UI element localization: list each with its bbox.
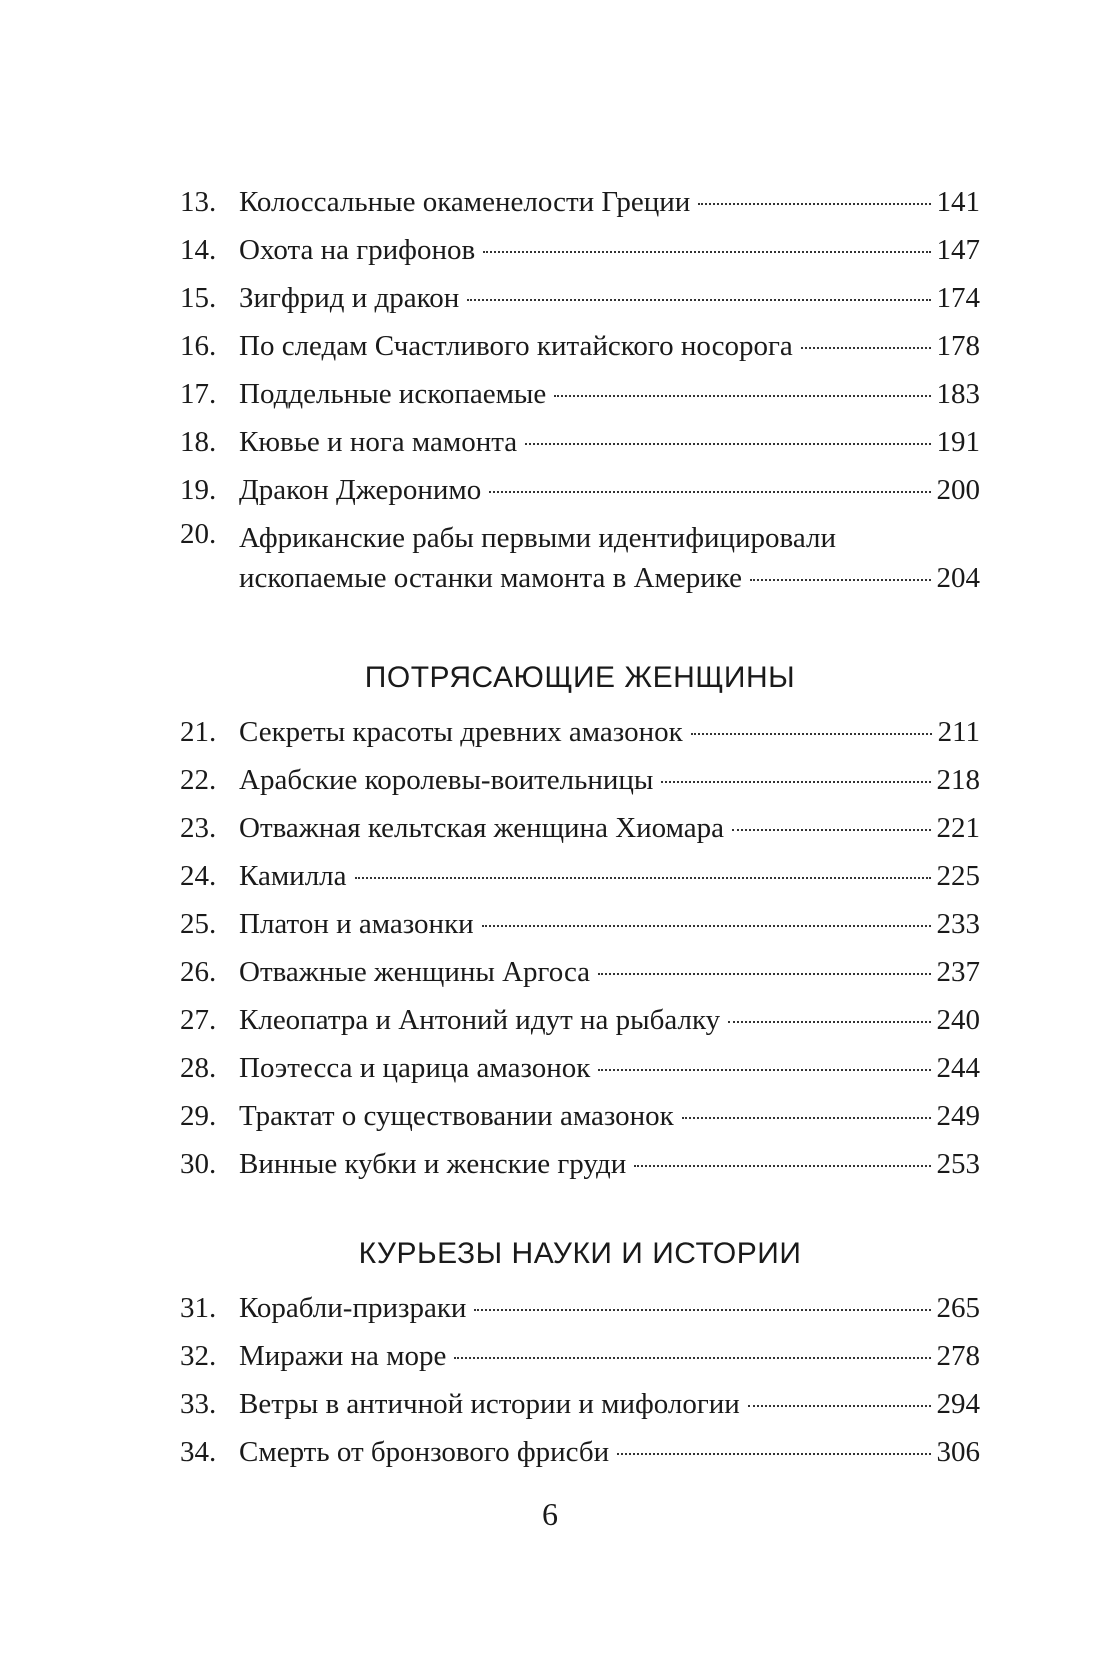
entry-number: 22. xyxy=(180,764,217,796)
section-title-women: ПОТРЯСАЮЩИЕ ЖЕНЩИНЫ xyxy=(364,661,796,694)
entry-number: 18. xyxy=(180,426,217,458)
entry-title: Камилла xyxy=(239,860,347,892)
toc-group-women xyxy=(180,708,980,1188)
table-of-contents xyxy=(180,178,980,1476)
dot-leader xyxy=(554,395,930,397)
dot-leader xyxy=(691,733,932,735)
dot-leader xyxy=(598,1069,930,1071)
entry-page-number: 218 xyxy=(936,764,980,796)
section-title-curiosities: КУРЬЕЗЫ НАУКИ И ИСТОРИИ xyxy=(358,1237,802,1270)
entry-number: 21. xyxy=(180,716,217,748)
dot-leader xyxy=(801,347,931,349)
toc-entry xyxy=(180,900,980,948)
entry-number: 19. xyxy=(180,474,217,506)
entry-title: Арабские королевы-воительницы xyxy=(239,764,654,796)
toc-entry xyxy=(180,996,980,1044)
entry-page-number: 278 xyxy=(936,1340,980,1372)
toc-entry xyxy=(180,418,980,466)
entry-page-number: 221 xyxy=(936,812,980,844)
entry-title: Охота на грифонов xyxy=(239,234,476,266)
entry-title: Кювье и нога мамонта xyxy=(239,426,518,458)
dot-leader xyxy=(698,203,930,205)
toc-entry xyxy=(180,1092,980,1140)
entry-page-number: 147 xyxy=(936,234,980,266)
toc-entry xyxy=(180,1380,980,1428)
entry-number: 14. xyxy=(180,234,217,266)
dot-leader xyxy=(634,1165,930,1167)
dot-leader xyxy=(682,1117,931,1119)
entry-title: Зигфрид и дракон xyxy=(239,282,460,314)
entry-page-number: 200 xyxy=(936,474,980,506)
dot-leader xyxy=(617,1453,930,1455)
dot-leader xyxy=(525,443,930,445)
page-number: 6 xyxy=(542,1496,558,1532)
dot-leader xyxy=(750,579,930,581)
dot-leader xyxy=(467,299,930,301)
toc-entry xyxy=(180,466,980,514)
entry-title: Колоссальные окаменелости Греции xyxy=(239,186,691,218)
toc-entry xyxy=(180,948,980,996)
dot-leader xyxy=(483,251,930,253)
toc-group-curiosities xyxy=(180,1284,980,1476)
entry-page-number: 233 xyxy=(936,908,980,940)
toc-entry xyxy=(180,226,980,274)
entry-page-number: 178 xyxy=(936,330,980,362)
entry-page-number: 237 xyxy=(936,956,980,988)
toc-entry xyxy=(180,1284,980,1332)
entry-number: 31. xyxy=(180,1292,217,1324)
entry-title: Секреты красоты древних амазонок xyxy=(239,716,683,748)
dot-leader xyxy=(732,829,931,831)
dot-leader xyxy=(489,491,930,493)
entry-number: 28. xyxy=(180,1052,217,1084)
dot-leader xyxy=(474,1309,930,1311)
entry-page-number: 253 xyxy=(936,1148,980,1180)
entry-title: Платон и амазонки xyxy=(239,908,474,940)
entry-title: Винные кубки и женские груди xyxy=(239,1148,627,1180)
toc-entry xyxy=(180,708,980,756)
entry-number: 30. xyxy=(180,1148,217,1180)
entry-number: 34. xyxy=(180,1436,217,1468)
entry-number: 13. xyxy=(180,186,217,218)
entry-number: 33. xyxy=(180,1388,217,1420)
entry-page-number: 306 xyxy=(936,1436,980,1468)
entry-number: 29. xyxy=(180,1100,217,1132)
entry-page-number: 174 xyxy=(936,282,980,314)
toc-entry xyxy=(180,1140,980,1188)
toc-entry xyxy=(180,274,980,322)
toc-entry xyxy=(180,178,980,226)
entry-number: 16. xyxy=(180,330,217,362)
entry-title: Ветры в античной истории и мифологии xyxy=(239,1388,740,1420)
toc-entry xyxy=(180,370,980,418)
entry-title: По следам Счастливого китайского носорога xyxy=(239,330,793,362)
toc-entry xyxy=(180,804,980,852)
entry-page-number: 249 xyxy=(936,1100,980,1132)
toc-entry xyxy=(180,322,980,370)
dot-leader xyxy=(748,1405,931,1407)
toc-group-myths xyxy=(180,178,980,514)
dot-leader xyxy=(598,973,930,975)
dot-leader xyxy=(728,1021,930,1023)
entry-title: Миражи на море xyxy=(239,1340,447,1372)
entry-number: 17. xyxy=(180,378,217,410)
entry-page-number: 294 xyxy=(936,1388,980,1420)
toc-entry xyxy=(180,852,980,900)
entry-number: 15. xyxy=(180,282,217,314)
entry-number: 20. xyxy=(180,518,217,550)
entry-number: 32. xyxy=(180,1340,217,1372)
entry-number: 23. xyxy=(180,812,217,844)
toc-entry xyxy=(180,1332,980,1380)
entry-title-line-1: Африканские рабы первыми идентифицировали xyxy=(239,522,836,554)
entry-number: 27. xyxy=(180,1004,217,1036)
entry-title: Смерть от бронзового фрисби xyxy=(239,1436,610,1468)
dot-leader xyxy=(482,925,931,927)
entry-title: Поэтесса и царица амазонок xyxy=(239,1052,591,1084)
entry-page-number: 204 xyxy=(936,562,980,594)
entry-page-number: 191 xyxy=(936,426,980,458)
entry-title: Поддельные ископаемые xyxy=(239,378,547,410)
entry-number: 25. xyxy=(180,908,217,940)
entry-number: 26. xyxy=(180,956,217,988)
entry-title-line-2: ископаемые останки мамонта в Америке xyxy=(239,562,743,594)
toc-entry xyxy=(180,1428,980,1476)
entry-title: Дракон Джеронимо xyxy=(239,474,482,506)
entry-page-number: 183 xyxy=(936,378,980,410)
entry-page-number: 225 xyxy=(936,860,980,892)
entry-page-number: 265 xyxy=(936,1292,980,1324)
entry-title: Трактат о существовании амазонок xyxy=(239,1100,674,1132)
entry-title: Корабли-призраки xyxy=(239,1292,467,1324)
dot-leader xyxy=(355,877,931,879)
dot-leader xyxy=(454,1357,930,1359)
entry-page-number: 211 xyxy=(937,716,980,748)
entry-page-number: 141 xyxy=(936,186,980,218)
entry-number: 24. xyxy=(180,860,217,892)
entry-title: Клеопатра и Антоний идут на рыбалку xyxy=(239,1004,721,1036)
entry-page-number: 240 xyxy=(936,1004,980,1036)
dot-leader xyxy=(661,781,930,783)
toc-entry xyxy=(180,1044,980,1092)
entry-page-number: 244 xyxy=(936,1052,980,1084)
entry-title: Отважная кельтская женщина Хиомара xyxy=(239,812,724,844)
entry-title: Отважные женщины Аргоса xyxy=(239,956,591,988)
toc-entry-20 xyxy=(180,514,980,604)
toc-entry xyxy=(180,756,980,804)
